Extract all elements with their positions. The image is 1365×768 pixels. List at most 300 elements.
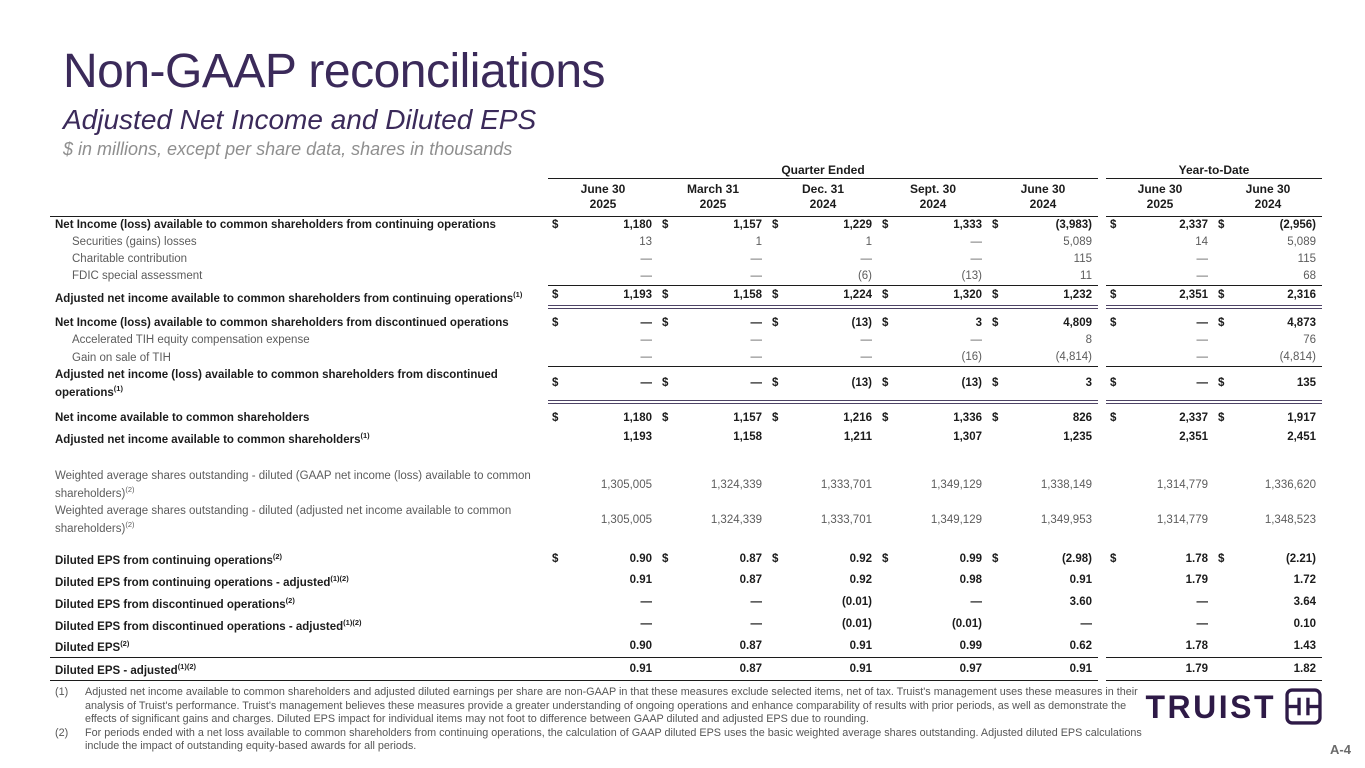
- value: 0.91: [629, 574, 652, 587]
- spacer-row: [50, 538, 1322, 548]
- value: 1,349,129: [930, 479, 982, 492]
- value: 1.43: [1293, 639, 1316, 652]
- column-year: 2024: [1029, 197, 1057, 211]
- dollar-sign: $: [992, 219, 999, 231]
- dollar-sign: $: [992, 317, 999, 330]
- value-cell: [768, 658, 878, 681]
- value: —: [970, 334, 982, 347]
- dollar-sign: $: [1218, 289, 1225, 302]
- value: (0.01): [841, 618, 872, 631]
- value-cell: [1214, 286, 1322, 308]
- value: —: [1196, 618, 1208, 631]
- column-header: [878, 179, 988, 217]
- footnote-reference: (1)(2): [343, 617, 362, 627]
- value: —: [1196, 596, 1208, 609]
- value: 0.99: [959, 552, 982, 565]
- column-year: 2025: [699, 197, 727, 211]
- value-cell: [548, 592, 658, 614]
- value: 1,338,149: [1040, 479, 1092, 492]
- value: 0.91: [1069, 574, 1092, 587]
- value: 1,314,779: [1156, 514, 1208, 527]
- value: (2.98): [1061, 552, 1092, 565]
- value: —: [1196, 376, 1208, 389]
- table-body: [50, 217, 1322, 681]
- value-cell: [1214, 592, 1322, 614]
- footnote-1-text: Adjusted net income available to common shareholders and adjusted diluted earnings per share are non-GAAP in that these measures exclude selected items, net of tax. Truist's management uses these measures in their analysis of Truist's performance. Truist's management believes these measures provide a greater understanding of ongoing operations and enhance comparability of results with prior periods, as well as demonstrate the effects of significant gains and charges. Diluted EPS impact for individual items may not foot to difference between GAAP diluted and adjusted EPS due to rounding.: [85, 686, 1138, 726]
- value-cell: [1214, 315, 1322, 332]
- footnote-reference: (1)(2): [177, 662, 197, 672]
- column-year: 2024: [809, 197, 837, 211]
- column-header: [1106, 179, 1214, 217]
- value-cell: [658, 268, 768, 286]
- value: 1,336,620: [1264, 479, 1316, 492]
- value: 1,307: [953, 431, 982, 444]
- footnote-reference: (2): [120, 639, 130, 649]
- column-period: Dec. 31: [801, 182, 845, 196]
- value: 1,336: [953, 411, 982, 424]
- footnote-1-marker: (1): [55, 686, 69, 698]
- value: 1.78: [1185, 552, 1208, 565]
- group-header-row: [50, 163, 1322, 179]
- value: 115: [1073, 253, 1092, 265]
- dollar-sign: $: [662, 411, 669, 424]
- value: —: [640, 317, 652, 330]
- column-header: [658, 179, 768, 217]
- value: —: [1196, 317, 1208, 330]
- footnote-reference: (2): [125, 520, 135, 530]
- column-header: [988, 179, 1098, 217]
- footnote-1: [55, 686, 1143, 727]
- value-cell: [658, 548, 768, 570]
- value-cell: [1106, 427, 1214, 449]
- row-label: Gain on sale of TIH: [72, 351, 171, 364]
- value-cell: [768, 315, 878, 332]
- value: 1,917: [1287, 411, 1316, 424]
- row-label: Accelerated TIH equity compensation expense: [72, 334, 310, 347]
- value-cell: [988, 658, 1098, 681]
- value: 1,157: [733, 219, 762, 231]
- dollar-sign: $: [662, 219, 669, 231]
- column-year: 2025: [1146, 197, 1174, 211]
- value: 5,089: [1063, 236, 1092, 248]
- row-label: Adjusted net income available to common shareholders from continuing operations$^{(1)}$: [55, 289, 523, 305]
- value-cell: [988, 427, 1098, 449]
- value-cell: [1106, 251, 1214, 268]
- value-cell: [658, 349, 768, 367]
- value-cell: [548, 410, 658, 427]
- value-cell: [1214, 234, 1322, 251]
- column-period: June 30: [580, 182, 626, 196]
- value: 1,193: [623, 431, 652, 444]
- value: 76: [1303, 334, 1316, 347]
- table-row: [50, 658, 1322, 681]
- value-cell: [1214, 217, 1322, 235]
- dollar-sign: $: [772, 552, 779, 565]
- value-cell: [1106, 410, 1214, 427]
- dollar-sign: $: [552, 219, 559, 231]
- value-cell: [768, 367, 878, 402]
- slide-header: [63, 44, 605, 160]
- value: 1.82: [1293, 662, 1316, 675]
- table-row: [50, 570, 1322, 592]
- value: —: [750, 618, 762, 631]
- value: 0.62: [1069, 639, 1092, 652]
- value-cell: [988, 315, 1098, 332]
- dollar-sign: $: [772, 376, 779, 389]
- dollar-sign: $: [552, 552, 559, 565]
- value: 0.92: [849, 574, 872, 587]
- dollar-sign: $: [1110, 317, 1117, 330]
- value-cell: [1214, 332, 1322, 349]
- value: 1,216: [843, 411, 872, 424]
- value-cell: [1214, 427, 1322, 449]
- value: 2,351: [1179, 431, 1208, 444]
- value-cell: [658, 658, 768, 681]
- value: 1,324,339: [710, 514, 762, 527]
- value-cell: [878, 286, 988, 308]
- value: —: [1080, 618, 1092, 631]
- value: 1,157: [733, 411, 762, 424]
- value-cell: [1106, 234, 1214, 251]
- value-cell: [988, 251, 1098, 268]
- value: 0.90: [629, 639, 652, 652]
- dollar-sign: $: [1218, 411, 1225, 424]
- dollar-sign: $: [662, 376, 669, 389]
- value-cell: [1106, 548, 1214, 570]
- value: —: [1196, 334, 1208, 347]
- value: 1,314,779: [1156, 479, 1208, 492]
- value-cell: [1214, 251, 1322, 268]
- value: —: [750, 334, 762, 347]
- value-cell: [658, 468, 768, 503]
- value-cell: [988, 234, 1098, 251]
- value: —: [750, 270, 762, 282]
- column-period: March 31: [686, 182, 740, 196]
- column-period: June 30: [1137, 182, 1183, 196]
- value-cell: [988, 468, 1098, 503]
- dollar-sign: $: [772, 317, 779, 330]
- value-cell: [988, 548, 1098, 570]
- page-subtitle: Adjusted Net Income and Diluted EPS: [63, 104, 537, 135]
- reconciliation-table: [50, 163, 1322, 681]
- value-cell: [548, 468, 658, 503]
- value: 3.64: [1293, 596, 1316, 609]
- value-cell: [1214, 268, 1322, 286]
- value: —: [860, 334, 872, 347]
- value-cell: [548, 548, 658, 570]
- value-cell: [878, 614, 988, 636]
- value: —: [750, 317, 762, 330]
- value: 2,337: [1179, 219, 1208, 231]
- dollar-sign: $: [1218, 376, 1225, 389]
- value-cell: [988, 332, 1098, 349]
- value: 11: [1080, 270, 1092, 282]
- dollar-sign: $: [552, 411, 559, 424]
- column-period: June 30: [1020, 182, 1066, 196]
- value: 3: [975, 317, 982, 330]
- table-row: [50, 251, 1322, 268]
- table-row: [50, 614, 1322, 636]
- footnote-reference: (2): [125, 485, 135, 495]
- value: —: [750, 351, 762, 364]
- value-cell: [1106, 286, 1214, 308]
- value-cell: [658, 217, 768, 235]
- value-cell: [988, 286, 1098, 308]
- value-cell: [658, 410, 768, 427]
- value: 4,873: [1287, 317, 1316, 330]
- value: 0.98: [959, 574, 982, 587]
- value: 1,305,005: [600, 479, 652, 492]
- row-label: Weighted average shares outstanding - diluted (adjusted net income available to common shareholders)$^{(2)}$: [55, 505, 512, 536]
- value: 2,451: [1287, 431, 1316, 444]
- dollar-sign: $: [1218, 552, 1225, 565]
- value-cell: [658, 315, 768, 332]
- value-cell: [1214, 503, 1322, 538]
- value-cell: [878, 315, 988, 332]
- value-cell: [1214, 367, 1322, 402]
- truist-logo-icon: [1285, 688, 1322, 725]
- value-cell: [1106, 614, 1214, 636]
- value: —: [640, 253, 652, 265]
- value: 1: [755, 236, 762, 248]
- value-cell: [658, 286, 768, 308]
- column-header: [548, 179, 658, 217]
- value: 1,235: [1063, 431, 1092, 444]
- value: —: [970, 253, 982, 265]
- value: (13): [961, 376, 982, 389]
- value-cell: [768, 349, 878, 367]
- footnote-reference: (2): [285, 595, 295, 605]
- footnote-reference: (1): [513, 289, 523, 299]
- row-label: Diluted EPS from discontinued operations - adjusted$^{(1)(2)}$: [55, 617, 362, 633]
- value-cell: [1106, 268, 1214, 286]
- footnote-reference: (1): [360, 430, 370, 440]
- value: 0.87: [739, 639, 762, 652]
- value-cell: [1106, 332, 1214, 349]
- value: 1,333,701: [820, 514, 872, 527]
- table-row: [50, 349, 1322, 367]
- dollar-sign: $: [552, 317, 559, 330]
- row-label: Weighted average shares outstanding - diluted (GAAP net income (loss) available to common shareholders)$^{(2)}$: [55, 470, 531, 501]
- value-cell: [658, 234, 768, 251]
- value: (4,814): [1055, 351, 1092, 364]
- value-cell: [548, 332, 658, 349]
- value: 1,193: [623, 289, 652, 302]
- row-label: Net Income (loss) available to common shareholders from continuing operations: [55, 219, 496, 231]
- value: 0.99: [959, 639, 982, 652]
- value: (2,956): [1279, 219, 1316, 231]
- value: 0.90: [629, 552, 652, 565]
- value-cell: [548, 503, 658, 538]
- value-cell: [548, 658, 658, 681]
- value-cell: [768, 570, 878, 592]
- value-cell: [878, 468, 988, 503]
- value: 1,180: [623, 219, 652, 231]
- value: —: [860, 351, 872, 364]
- row-label: Net Income (loss) available to common shareholders from discontinued operations: [55, 317, 509, 330]
- value: (4,814): [1279, 351, 1316, 364]
- value: 3: [1085, 376, 1092, 389]
- table-row: [50, 503, 1322, 538]
- row-label: Diluted EPS - adjusted$^{(1)(2)}$: [50, 658, 548, 681]
- value: (6): [857, 270, 872, 282]
- value-cell: [658, 251, 768, 268]
- value: 1,349,953: [1040, 514, 1092, 527]
- value-cell: [548, 217, 658, 235]
- value-cell: [878, 251, 988, 268]
- spacer-row: [50, 307, 1322, 315]
- value-cell: [1106, 503, 1214, 538]
- value: (0.01): [841, 596, 872, 609]
- dollar-sign: $: [662, 289, 669, 302]
- table-row: [50, 332, 1322, 349]
- dollar-sign: $: [1110, 552, 1117, 565]
- dollar-sign: $: [992, 289, 999, 302]
- value-cell: [1106, 570, 1214, 592]
- dollar-sign: $: [772, 289, 779, 302]
- value-cell: [768, 234, 878, 251]
- value: —: [970, 236, 982, 248]
- value-cell: [1214, 548, 1322, 570]
- value: 2,316: [1287, 289, 1316, 302]
- dollar-sign: $: [992, 376, 999, 389]
- value: 1,324,339: [710, 479, 762, 492]
- spacer-row: [50, 402, 1322, 410]
- value-cell: [988, 614, 1098, 636]
- value-cell: [768, 468, 878, 503]
- value-cell: [548, 367, 658, 402]
- value-cell: [878, 548, 988, 570]
- value: 0.91: [849, 662, 872, 675]
- value-cell: [878, 658, 988, 681]
- table-row: [50, 286, 1322, 308]
- value-cell: [658, 570, 768, 592]
- value-cell: [1106, 367, 1214, 402]
- value-cell: [988, 592, 1098, 614]
- value-cell: [1106, 315, 1214, 332]
- value-cell: [1106, 217, 1214, 235]
- value: —: [860, 253, 872, 265]
- table-row: [50, 217, 1322, 235]
- page-title: Non-GAAP reconciliations: [63, 45, 606, 98]
- value: 0.91: [849, 639, 872, 652]
- value: (2.21): [1285, 552, 1316, 565]
- dollar-sign: $: [882, 219, 889, 231]
- table-row: [50, 315, 1322, 332]
- truist-wordmark: TRUIST: [1145, 688, 1276, 725]
- dollar-sign: $: [662, 317, 669, 330]
- row-label: Diluted EPS from continuing operations$^{(2)}$: [55, 552, 283, 567]
- table-header: [50, 163, 1322, 217]
- value: 13: [639, 236, 652, 248]
- value: (13): [961, 270, 982, 282]
- value-cell: [878, 503, 988, 538]
- value: —: [1196, 253, 1208, 265]
- table-row: [50, 367, 1322, 402]
- value: (13): [851, 317, 872, 330]
- value: 0.91: [1069, 662, 1092, 675]
- dollar-sign: $: [882, 289, 889, 302]
- value: 0.87: [739, 662, 762, 675]
- value-cell: [1106, 468, 1214, 503]
- value: —: [970, 596, 982, 609]
- dollar-sign: $: [1110, 289, 1117, 302]
- value-cell: [878, 332, 988, 349]
- value-cell: [658, 503, 768, 538]
- value-cell: [548, 635, 658, 657]
- value: —: [750, 253, 762, 265]
- value: 2,351: [1179, 289, 1208, 302]
- row-label: Net income available to common shareholders: [55, 411, 310, 424]
- value-cell: [548, 286, 658, 308]
- value-cell: [768, 503, 878, 538]
- value-cell: [768, 635, 878, 657]
- value: 1,320: [953, 289, 982, 302]
- dollar-sign: $: [882, 317, 889, 330]
- dollar-sign: $: [552, 289, 559, 302]
- value: 14: [1195, 236, 1208, 248]
- value-cell: [988, 635, 1098, 657]
- value: 1,180: [623, 411, 652, 424]
- row-label: Diluted EPS$^{(2)}$: [50, 635, 548, 657]
- value: 0.97: [959, 662, 982, 675]
- value: —: [640, 351, 652, 364]
- footnote-reference: (1): [113, 383, 123, 393]
- value: (13): [851, 376, 872, 389]
- row-label: Diluted EPS from discontinued operations$^{(2)}$: [55, 595, 295, 611]
- value-cell: [768, 268, 878, 286]
- value-cell: [548, 614, 658, 636]
- value: 68: [1303, 270, 1316, 282]
- row-label: Adjusted net income available to common shareholders$^{(1)}$: [55, 430, 370, 446]
- dollar-sign: $: [1218, 219, 1225, 231]
- column-year: 2025: [589, 197, 617, 211]
- dollar-sign: $: [882, 376, 889, 389]
- footnote-reference: (1)(2): [330, 573, 349, 583]
- column-dates-row: [50, 179, 1322, 217]
- value: 1,232: [1063, 289, 1092, 302]
- value: 1,348,523: [1264, 514, 1316, 527]
- column-year: 2024: [919, 197, 947, 211]
- dollar-sign: $: [552, 376, 559, 389]
- value-cell: [878, 592, 988, 614]
- value-cell: [878, 570, 988, 592]
- value: 1.79: [1185, 574, 1208, 587]
- value: 115: [1297, 253, 1316, 265]
- value: 1,158: [733, 289, 762, 302]
- value-cell: [768, 548, 878, 570]
- value-cell: [878, 410, 988, 427]
- value-cell: [658, 592, 768, 614]
- dollar-sign: $: [1110, 376, 1117, 389]
- group-header-year-to-date: Year-to-Date: [1106, 163, 1322, 179]
- value-cell: [1106, 635, 1214, 657]
- column-header: [1214, 179, 1322, 217]
- value: —: [640, 618, 652, 631]
- value: 0.87: [739, 552, 762, 565]
- value-cell: [548, 570, 658, 592]
- value: —: [640, 270, 652, 282]
- value: 1,158: [733, 431, 762, 444]
- value: —: [1196, 270, 1208, 282]
- value-cell: [1214, 658, 1322, 681]
- value-cell: [768, 251, 878, 268]
- value: 1,211: [843, 431, 872, 444]
- value: —: [750, 596, 762, 609]
- value-cell: [1214, 614, 1322, 636]
- dollar-sign: $: [1110, 411, 1117, 424]
- value-cell: [768, 332, 878, 349]
